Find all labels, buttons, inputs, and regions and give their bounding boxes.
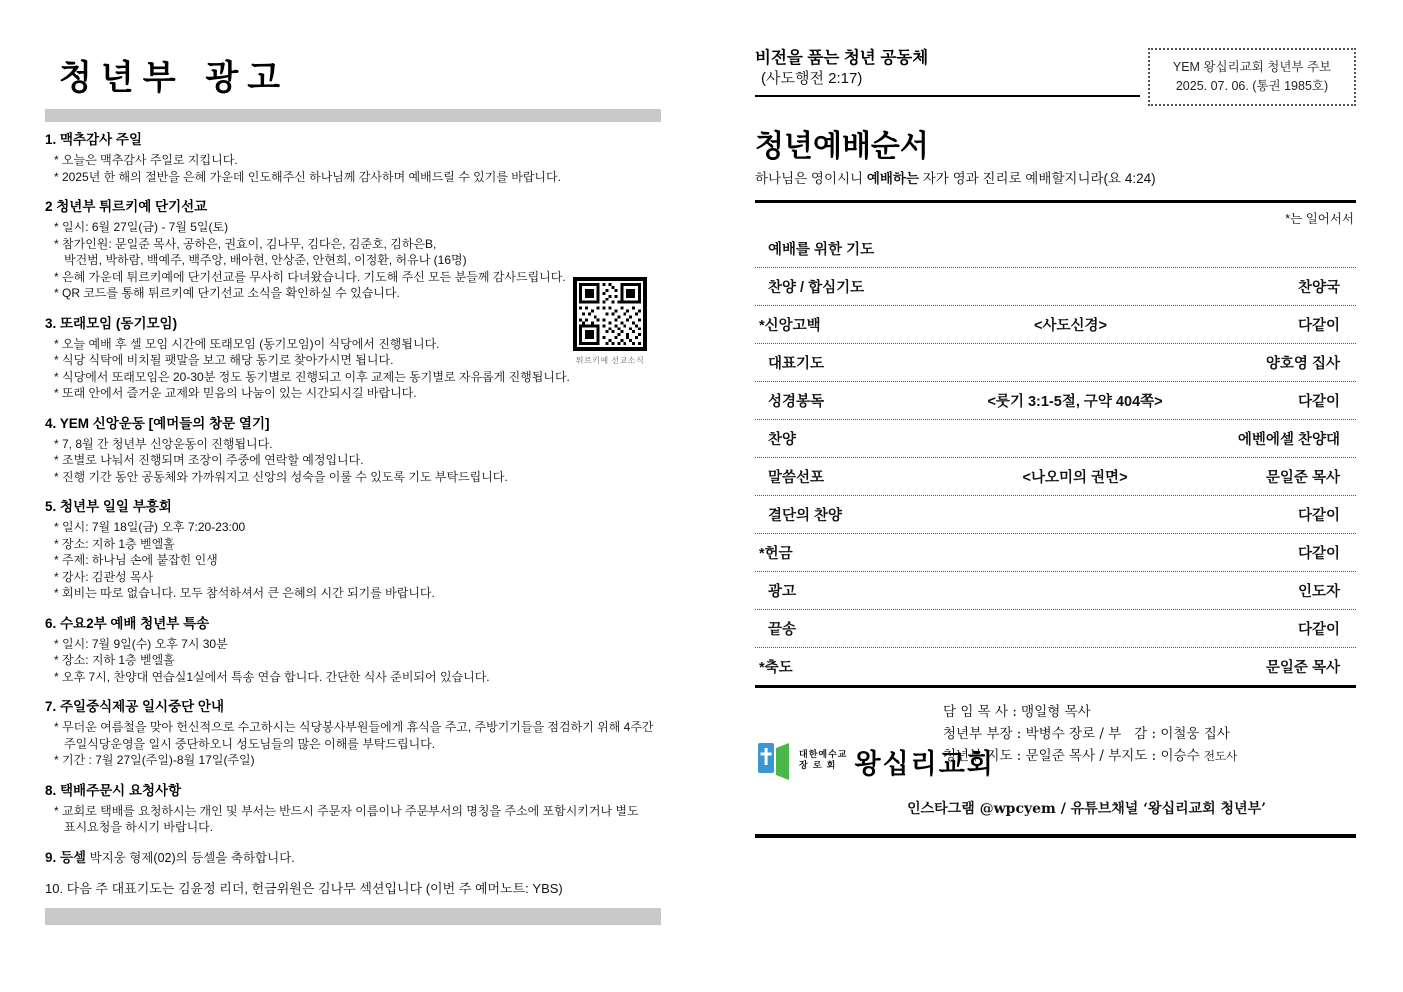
section-text: 입니다 (이번 주 예머노트: xyxy=(384,880,533,896)
announcements-list xyxy=(45,131,661,898)
order-item: 말씀선포 xyxy=(768,470,825,486)
bullet-line: * 오후 7시, 찬양대 연습실1실에서 특송 연습 합니다. 간단한 식사 준비되어 있습니다. xyxy=(54,669,490,684)
order-row-commitment-praise xyxy=(755,496,1356,534)
order-row-scripture-reading xyxy=(755,382,1356,420)
announcement-section-8 xyxy=(45,782,661,836)
highlight-name: YBS xyxy=(532,880,559,896)
church-cross-icon xyxy=(757,740,793,782)
order-row-benediction xyxy=(755,648,1356,685)
announcement-section-1 xyxy=(45,131,661,185)
order-row-representative-prayer xyxy=(755,344,1356,382)
bullet-line: * 주제: 하나님 손에 붙잡힌 인생 xyxy=(54,553,218,567)
bullet-line: 주일식당운영을 일시 중단하오니 성도님들의 많은 이해를 부탁드립니다. xyxy=(64,736,436,751)
divider-bar-bottom xyxy=(45,908,661,925)
motto-reference: (사도행전 2:17) xyxy=(761,70,863,87)
issue-info-box xyxy=(1148,48,1356,106)
order-lead: 문일준 목사 xyxy=(1265,470,1340,486)
order-lead: 에벤에셀 찬양대 xyxy=(1237,432,1340,448)
bullet-line: * 무더운 여름철을 맞아 헌신적으로 수고하시는 식당봉사부원들에게 휴식을 주고, 주방기기들을 점검하기 위해 4주간 xyxy=(54,720,654,734)
order-lead: 양호영 집사 xyxy=(1265,356,1340,372)
order-lead: 다같이 xyxy=(1297,546,1340,562)
order-row-offering xyxy=(755,534,1356,572)
bullet-line: * 은혜 가운데 튀르키예에 단기선교를 무사히 다녀왔습니다. 기도해 주신 모든 분들께 감사드립니다. xyxy=(54,269,566,284)
denomination-text: 대한예수교 장 로 회 xyxy=(799,750,848,771)
announcements-page xyxy=(45,50,661,925)
order-lead: 찬양국 xyxy=(1297,280,1340,296)
order-item: 광고 xyxy=(768,584,797,600)
order-row-closing-song xyxy=(755,610,1356,648)
highlight-name: 김윤정 리더 xyxy=(177,880,245,896)
bullet-line: * 일시: 7월 18일(금) 오후 7:20-23:00 xyxy=(54,520,246,534)
order-item: 성경봉독 xyxy=(768,394,825,410)
worship-title: 청년예배순서 xyxy=(755,130,929,163)
staff-line-department-head: 청년부 부장 : 박병수 장로 / 부 감 : 이철웅 집사 xyxy=(943,726,1230,742)
bullet-line: * 7, 8월 간 청년부 신앙운동이 진행됩니다. xyxy=(54,436,273,451)
bullet-line: * 참가인원: 문일준 목사, 공하은, 권효이, 김나무, 김다은, 김준호, 김하은B, xyxy=(54,236,437,251)
section-text: 박지웅 형제(02)의 등셀을 축하합니다. xyxy=(86,850,295,865)
section-heading: 9. 등셀 xyxy=(45,849,87,865)
order-item: *축도 xyxy=(759,660,793,676)
section-heading: 3. 또래모임 (동기모임) xyxy=(45,315,178,331)
order-item: 결단의 찬양 xyxy=(768,508,843,524)
section-heading: 2 청년부 튀르키예 단기선교 xyxy=(45,199,208,214)
bullet-line: * 오늘 예배 후 셀 모임 시간에 또래모임 (동기모임)이 식당에서 진행됩니다. xyxy=(54,336,440,351)
staff-info xyxy=(943,701,1237,767)
motto-text: 비전을 품는 청년 공동체 xyxy=(755,49,929,67)
staff-line-youth-pastor: 청년부 지도 : 문일준 목사 / 부지도 : 이승수 전도사 xyxy=(943,748,1238,764)
announcement-section-9 xyxy=(45,849,661,867)
section-heading: 4. YEM 신앙운동 [예머들의 창문 열기] xyxy=(45,415,270,431)
bullet-line: * 장소: 지하 1층 벧엘홀 xyxy=(54,536,175,551)
bullet-line: * 일시: 6월 27일(금) - 7월 5일(토) xyxy=(54,220,229,234)
order-note: <룻기 3:1-5절, 구약 404쪽> xyxy=(987,394,1163,410)
announcement-section-5 xyxy=(45,498,661,602)
bullet-line: * 2025년 한 해의 절반을 은혜 가운데 인도해주신 하나님께 감사하며 예배드릴 수 있기를 바랍니다. xyxy=(54,169,561,184)
order-item: 찬양 xyxy=(768,432,797,448)
order-item: 대표기도 xyxy=(768,356,825,372)
subtitle-text: 자가 영과 진리로 예배할지니라(요 4:24) xyxy=(919,171,1156,186)
subtitle-bold: 예배하는 xyxy=(866,171,920,186)
motto-block xyxy=(755,48,1140,97)
bullet-line: * 일시: 7월 9일(수) 오후 7시 30분 xyxy=(54,636,228,651)
bullet-line: 박건범, 박하람, 백예주, 백주앙, 배아현, 안상준, 안현희, 이정환, 허유나 (16명) xyxy=(64,253,467,267)
section-text: , 헌금위원은 xyxy=(244,880,319,896)
page-header xyxy=(755,48,1356,108)
qr-caption: 튀르키예 선교소식 xyxy=(575,356,645,365)
announcement-section-4 xyxy=(45,415,661,486)
order-row-sermon xyxy=(755,458,1356,496)
stand-note: *는 일어서서 xyxy=(1285,212,1354,226)
order-item: *신앙고백 xyxy=(759,318,821,334)
sns-info: 인스타그램 @wpcyem / 유튜브채널 ‘왕십리교회 청년부’ xyxy=(907,801,1266,817)
divider-bar-top xyxy=(45,109,661,122)
page-title: 청년부 광고 xyxy=(59,58,290,98)
announcement-section-10 xyxy=(45,880,661,898)
qr-code-image xyxy=(579,283,641,345)
worship-subtitle xyxy=(755,170,1356,187)
order-note: <사도신경> xyxy=(1034,318,1108,334)
section-text: 10. 다음 주 대표기도는 xyxy=(45,880,178,896)
announcement-section-7 xyxy=(45,698,661,769)
order-lead: 다같이 xyxy=(1297,318,1340,334)
bullet-line: * 조별로 나눠서 진행되며 조장이 주중에 연락할 예정입니다. xyxy=(54,453,364,467)
order-item: *헌금 xyxy=(759,546,793,562)
section-heading: 8. 택배주문시 요청사항 xyxy=(45,782,182,798)
order-lead: 다같이 xyxy=(1297,394,1340,410)
order-item: 예배를 위한 기도 xyxy=(768,242,875,258)
bullet-line: * 기간 : 7월 27일(주일)-8월 17일(주일) xyxy=(54,753,255,767)
order-lead: 인도자 xyxy=(1297,584,1340,600)
section-heading: 1. 맥추감사 주일 xyxy=(45,132,143,147)
bullet-line: * 진행 기간 동안 공동체와 가까워지고 신앙의 성숙을 이룰 수 있도록 기도 부탁드립니다. xyxy=(54,469,508,484)
order-lead: 다같이 xyxy=(1297,622,1340,638)
bullet-line: * QR 코드를 통해 튀르키예 단기선교 소식을 확인하실 수 있습니다. xyxy=(54,286,400,300)
section-heading: 7. 주일중식제공 일시중단 안내 xyxy=(45,699,225,714)
qr-code-block xyxy=(569,277,651,366)
order-item: 찬양 / 합심기도 xyxy=(768,280,865,296)
order-row-prayer-for-worship xyxy=(755,230,1356,268)
bullet-line: 표시요청을 하시기 바랍니다. xyxy=(64,820,214,834)
worship-order-table xyxy=(755,200,1356,688)
order-lead: 다같이 xyxy=(1297,508,1340,524)
bullet-line: * 식당에서 또래모임은 20-30분 정도 동기별로 진행되고 이후 교제는 동기별로 자유롭게 진행됩니다. xyxy=(54,369,570,384)
announcement-section-6 xyxy=(45,615,661,686)
order-row-confession xyxy=(755,306,1356,344)
issue-line-2: 2025. 07. 06. (통권 1985호) xyxy=(1175,79,1329,93)
qr-code xyxy=(573,277,647,351)
worship-order-page xyxy=(755,48,1356,838)
page-footer xyxy=(755,688,1356,838)
order-row-announcements xyxy=(755,572,1356,610)
order-row-praise-prayer xyxy=(755,268,1356,306)
issue-line-1: YEM 왕십리교회 청년부 주보 xyxy=(1172,60,1332,74)
bullet-line: * 교회로 택배를 요청하시는 개인 및 부서는 반드시 주문자 이름이나 주문부서의 명칭을 주소에 포함시키거나 별도 xyxy=(54,803,639,818)
order-note: <나오미의 권면> xyxy=(1022,470,1128,486)
staff-line-senior-pastor: 담 임 목 사 : 맹일형 목사 xyxy=(943,704,1091,720)
church-name: 왕십리교회 xyxy=(854,748,995,780)
highlight-name: 김나무 섹션 xyxy=(318,880,385,896)
section-heading: 5. 청년부 일일 부흥회 xyxy=(45,499,172,514)
subtitle-text: 하나님은 영이시니 xyxy=(755,171,867,186)
bullet-line: * 오늘은 맥추감사 주일로 지킵니다. xyxy=(54,153,238,167)
bullet-line: * 강사: 김관성 목사 xyxy=(54,569,154,584)
bullet-line: * 식당 식탁에 비치될 팻말을 보고 해당 동기로 찾아가시면 됩니다. xyxy=(54,353,394,367)
bullet-line: * 또래 안에서 즐거운 교제와 믿음의 나눔이 있는 시간되시길 바랍니다. xyxy=(54,386,417,400)
section-text: ) xyxy=(558,880,563,896)
section-heading: 6. 수요2부 예배 청년부 특송 xyxy=(45,615,210,631)
order-item: 끝송 xyxy=(768,622,797,638)
order-row-choir-praise xyxy=(755,420,1356,458)
order-lead: 문일준 목사 xyxy=(1265,660,1340,676)
bullet-line: * 장소: 지하 1층 벧엘홀 xyxy=(54,653,175,667)
bullet-line: * 회비는 따로 없습니다. 모두 참석하셔서 큰 은혜의 시간 되기를 바랍니다. xyxy=(54,586,435,600)
